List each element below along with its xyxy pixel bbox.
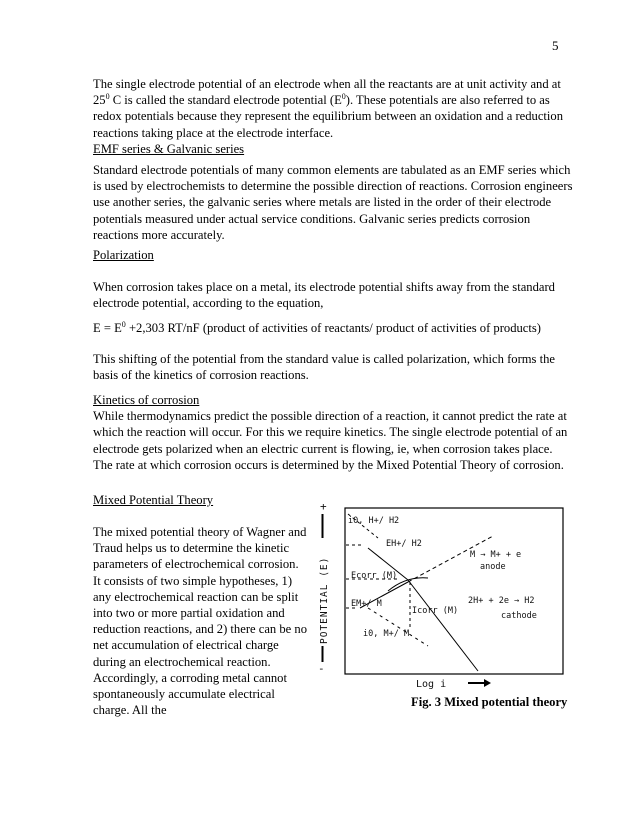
text-span: +2,303 RT/nF (product of activities of reactants/ product of activities of products) [125,321,541,335]
text-span: The single electrode potential of an electrode when all the reactants are at unit activity and at 25 [93,77,561,108]
text-span: C is called the standard electrode potential (E [109,93,342,108]
heading-text: Mixed Potential Theory [93,493,214,507]
cathode-line-lower [408,580,478,671]
label-icorr: Icorr (M) [412,606,459,616]
label-anode-reaction: M → M+ + e [470,550,522,560]
paragraph-kinetics: While thermodynamics predict the possible direction of a reaction, it cannot predict the rate at which the reaction will occur. For this we require kinetics. The single electrode potential of an electrode gets polarized when an electric current is flowing, ie, when corrosion takes place. The rate at which corrosion occurs is determined by the Mixed Potential Theory of corrosion. [93,409,568,472]
label-i0-m: i0, M+/ M [363,629,410,639]
label-i0-h: i0, H+/ H2 [348,516,400,526]
figure-caption: Fig. 3 Mixed potential theory [411,695,568,709]
label-cathode: cathode [501,611,537,621]
x-axis-label: Log i [416,679,447,690]
label-em: EM+/ M [351,599,382,609]
paragraph-emf-series: Standard electrode potentials of many common elements are tabulated as an EMF series which is used by electrochemists to determine the possible direction of reactions. Corrosion engineers use another series, the galvanic series where metals are listed in the order of their electrode potentials measured under actual service conditions. Galvanic series predicts corrosion reactions more accurately. [93,163,573,242]
superscript: 0 [341,92,346,102]
superscript: 0 [121,319,126,329]
heading-polarization [93,247,573,263]
paragraph-polarization-definition: This shifting of the potential from the standard value is called polarization, which forms the basis of the kinetics of corrosion reactions. [93,352,555,383]
heading-kinetics: Kinetics of corrosion [93,393,200,407]
page-number: 5 [552,38,559,53]
label-cathode-reaction: 2H+ + 2e → H2 [468,596,535,606]
superscript: 0 [105,92,110,102]
x-axis-arrowhead [484,679,491,687]
heading-emf-series: EMF series & Galvanic series [93,141,245,156]
section-kinetics [93,392,573,473]
equation [93,320,573,336]
minus-sign: - [318,662,325,675]
paragraph-standard-potential [93,76,573,157]
label-eh: EH+/ H2 [386,539,422,549]
y-axis-label: POTENTIAL (E) [319,556,330,644]
text-span: ). These potentials are also referred to as redox potentials because they represent the equilibrium between an oxidation and a reduction reactions taking place at the electrode interface. [93,93,564,140]
paragraph-polarization: When corrosion takes place on a metal, its electrode potential shifts away from the standard electrode potential, according to the equation, [93,280,555,311]
label-anode: anode [480,562,506,572]
plus-sign: + [320,500,327,513]
label-ecorr: Ecorr (M) [351,571,398,581]
heading-text: Polarization [93,248,154,262]
mixed-potential-figure [318,496,568,696]
paragraph-mixed-potential: The mixed potential theory of Wagner and Traud helps us to determine the kinetic parameters of electrochemical corrosion. It consists of two simple hypotheses, 1) any electrochemical reaction can be split into two or more partial oxidation and reduction reactions, and 2) there can be no net accumulation of electrical charge during an electrochemical reaction. Accordingly, a corroding metal cannot spontaneously accumulate electrical charge. All the [93,525,308,718]
text-span: E = E [93,321,122,335]
figure-frame [345,508,563,674]
